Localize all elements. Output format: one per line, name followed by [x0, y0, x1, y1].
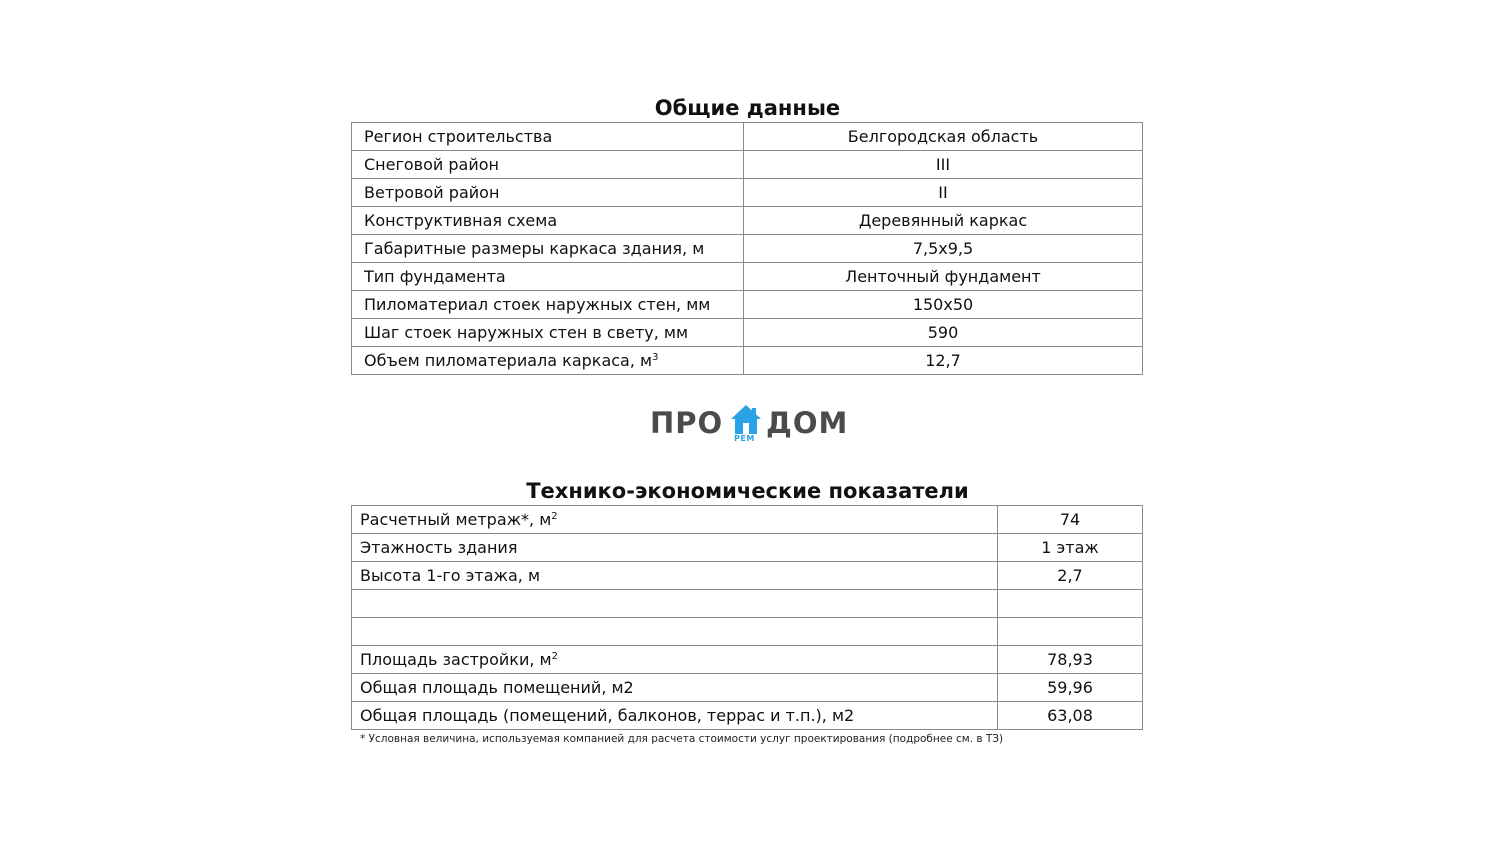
tech-indicators-table — [351, 505, 1143, 730]
row-value: 74 — [998, 506, 1143, 534]
house-icon — [730, 404, 762, 436]
row-label — [352, 618, 998, 646]
row-label: Общая площадь помещений, м2 — [352, 674, 998, 702]
table-row — [352, 646, 1143, 674]
row-value: Белгородская область — [744, 123, 1143, 151]
row-label: Высота 1-го этажа, м — [352, 562, 998, 590]
table-row — [352, 347, 1143, 375]
row-label: Общая площадь (помещений, балконов, террас и т.п.), м2 — [352, 702, 998, 730]
row-label — [352, 590, 998, 618]
row-value — [998, 590, 1143, 618]
row-value — [998, 618, 1143, 646]
row-label: Снеговой район — [352, 151, 744, 179]
table-row — [352, 207, 1143, 235]
table-row — [352, 235, 1143, 263]
superscript: 2 — [551, 511, 558, 522]
row-label: Регион строительства — [352, 123, 744, 151]
row-label: Шаг стоек наружных стен в свету, мм — [352, 319, 744, 347]
table-row — [352, 151, 1143, 179]
row-label-with-sup — [352, 347, 744, 375]
row-label-text: Площадь застройки, м — [360, 650, 552, 669]
row-value: II — [744, 179, 1143, 207]
row-value: 12,7 — [744, 347, 1143, 375]
superscript: 2 — [551, 651, 558, 662]
superscript: 3 — [652, 352, 659, 363]
row-label-with-sup — [352, 646, 998, 674]
table-row — [352, 702, 1143, 730]
row-label: Габаритные размеры каркаса здания, м — [352, 235, 744, 263]
table-row — [352, 674, 1143, 702]
row-value: 59,96 — [998, 674, 1143, 702]
row-label: Ветровой район — [352, 179, 744, 207]
row-label: Этажность здания — [352, 534, 998, 562]
general-data-title: Общие данные — [654, 96, 841, 120]
table-row — [352, 123, 1143, 151]
table-row — [352, 534, 1143, 562]
footnote: * Условная величина, используемая компанией для расчета стоимости услуг проектирования (подробнее см. в ТЗ) — [360, 733, 1004, 745]
table-row — [352, 562, 1143, 590]
table-row — [352, 319, 1143, 347]
row-value: 63,08 — [998, 702, 1143, 730]
row-value: 78,93 — [998, 646, 1143, 674]
tech-indicators-title: Технико-экономические показатели — [526, 479, 969, 503]
row-value: Деревянный каркас — [744, 207, 1143, 235]
logo-text-right: ДОМ — [766, 406, 849, 440]
row-value: 150х50 — [744, 291, 1143, 319]
table-row-empty — [352, 590, 1143, 618]
row-label: Тип фундамента — [352, 263, 744, 291]
row-value: 7,5х9,5 — [744, 235, 1143, 263]
general-data-table — [351, 122, 1143, 375]
row-label-text: Расчетный метраж*, м — [360, 510, 552, 529]
table-row — [352, 291, 1143, 319]
company-logo — [650, 404, 850, 448]
row-value: 1 этаж — [998, 534, 1143, 562]
logo-subtext: РЕМ — [734, 434, 755, 443]
row-label-text: Объем пиломатериала каркаса, м — [364, 351, 653, 370]
table-row — [352, 506, 1143, 534]
row-label-with-sup — [352, 506, 998, 534]
table-row — [352, 179, 1143, 207]
row-value: Ленточный фундамент — [744, 263, 1143, 291]
row-label: Пиломатериал стоек наружных стен, мм — [352, 291, 744, 319]
row-value: 590 — [744, 319, 1143, 347]
row-label: Конструктивная схема — [352, 207, 744, 235]
logo-text-left: ПРО — [650, 406, 724, 440]
table-row-empty — [352, 618, 1143, 646]
row-value: III — [744, 151, 1143, 179]
table-row — [352, 263, 1143, 291]
row-value: 2,7 — [998, 562, 1143, 590]
